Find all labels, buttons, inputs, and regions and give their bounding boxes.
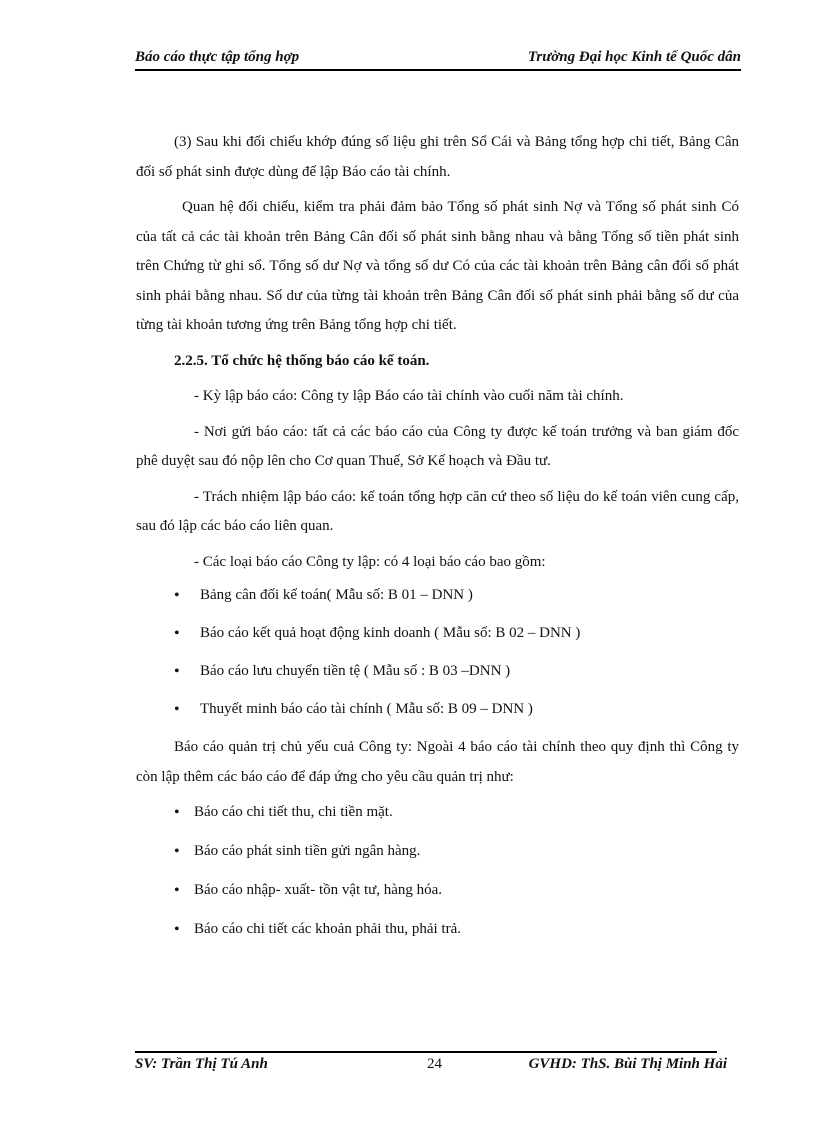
list-item: • Báo cáo phát sinh tiền gửi ngân hàng. bbox=[136, 837, 739, 876]
financial-report-list bbox=[136, 581, 739, 733]
paragraph-report-types: - Các loại báo cáo Công ty lập: có 4 loại báo cáo bao gồm: bbox=[194, 553, 546, 570]
list-item: • Bảng cân đối kế toán( Mẫu số: B 01 – DNN ) bbox=[136, 581, 739, 619]
footer-divider bbox=[135, 1051, 717, 1053]
footer-advisor: GVHD: ThS. Bùi Thị Minh Hải bbox=[528, 1056, 727, 1072]
paragraph-reconciliation: (3) Sau khi đối chiếu khớp đúng số liệu ghi trên Sổ Cái và Bảng tổng hợp chi tiết, Bảng Cân đối số phát sinh được dùng để lập Báo cáo tài chính. bbox=[136, 134, 739, 180]
paragraph-relationship: Quan hệ đối chiếu, kiểm tra phải đảm bảo Tổng số phát sinh Nợ và Tổng số phát sinh Có của tất cả các tài khoản trên Bảng Cân đối số phát sinh bằng nhau và bằng Tổng số tiền phát sinh trên Chứng từ ghi sổ. Tổng số dư Nợ và tổng số dư Có của các tài khoản trên Bảng cân đối số phát sinh phải bằng nhau. Số dư của từng tài khoản trên Bảng Cân đối số phát sinh phải bằng số dư của từng tài khoản tương ứng trên Bảng tổng hợp chi tiết. bbox=[136, 199, 739, 333]
management-report-list bbox=[136, 798, 739, 954]
footer-student: SV: Trần Thị Tú Anh bbox=[135, 1056, 268, 1072]
list-item: • Báo cáo lưu chuyển tiền tệ ( Mẫu số : B 03 –DNN ) bbox=[136, 657, 739, 695]
list-item: • Báo cáo chi tiết thu, chi tiền mặt. bbox=[136, 798, 739, 837]
page-number: 24 bbox=[427, 1056, 442, 1072]
list-item: • Báo cáo kết quả hoạt động kinh doanh ( Mẫu số: B 02 – DNN ) bbox=[136, 619, 739, 657]
page-footer bbox=[135, 1056, 735, 1078]
paragraph-report-destination: - Nơi gửi báo cáo: tất cả các báo cáo của Công ty được kế toán trưởng và ban giám đốc phê duyệt sau đó nộp lên cho Cơ quan Thuế, Sở Kế hoạch và Đầu tư. bbox=[136, 423, 739, 469]
list-item: • Thuyết minh báo cáo tài chính ( Mẫu số: B 09 – DNN ) bbox=[136, 695, 739, 733]
header-university: Trường Đại học Kinh tế Quốc dân bbox=[527, 49, 741, 65]
paragraph-management-reports: Báo cáo quản trị chủ yếu cuả Công ty: Ngoài 4 báo cáo tài chính theo quy định thì Công ty còn lập thêm các báo cáo để đáp ứng cho yêu cầu quản trị như: bbox=[136, 739, 739, 785]
section-heading: 2.2.5. Tổ chức hệ thống báo cáo kế toán. bbox=[174, 352, 430, 369]
list-item: • Báo cáo chi tiết các khoản phải thu, phải trả. bbox=[136, 915, 739, 954]
header-report-title: Báo cáo thực tập tổng hợp bbox=[135, 49, 300, 65]
page-header bbox=[135, 47, 741, 71]
list-item: • Báo cáo nhập- xuất- tồn vật tư, hàng hóa. bbox=[136, 876, 739, 915]
page-body bbox=[136, 128, 739, 954]
paragraph-report-period: - Kỳ lập báo cáo: Công ty lập Báo cáo tài chính vào cuối năm tài chính. bbox=[194, 388, 624, 404]
paragraph-report-responsibility: - Trách nhiệm lập báo cáo: kế toán tổng hợp căn cứ theo số liệu do kế toán viên cung cấp, sau đó lập các báo cáo liên quan. bbox=[136, 488, 739, 534]
